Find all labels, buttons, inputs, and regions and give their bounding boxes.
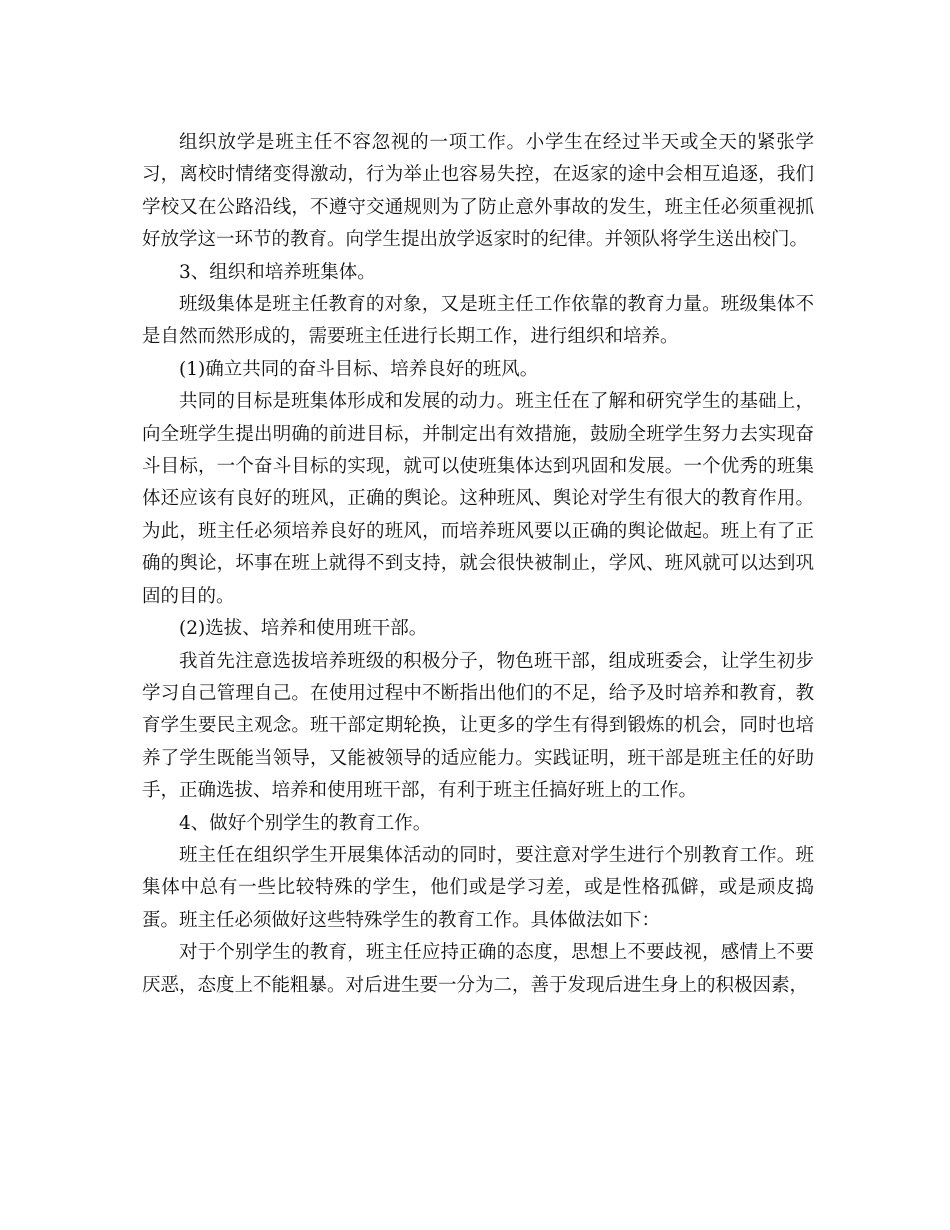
paragraph-common-goal: 共同的目标是班集体形成和发展的动力。班主任在了解和研究学生的基础上，向全班学生提出明确的前进目标，并制定出有效措施，鼓励全班学生努力去实现奋斗目标，一个奋斗目标的实现，就可以使班集体达到巩固和发展。一个优秀的班集体还应该有良好的班风，正确的舆论。这种班风、舆论对学生有很大的教育作用。为此，班主任必须培养良好的班风，而培养班风要以正确的舆论做起。班上有了正确的舆论，坏事在班上就得不到支持，就会很快被制止，学风、班风就可以达到巩固的目的。 — [142, 391, 814, 607]
subheading-1-common-goal: (1)确立共同的奋斗目标、培养良好的班风。 — [179, 358, 539, 380]
document-page — [142, 127, 814, 1002]
paragraph-attitude: 对于个别学生的教育，班主任应持正确的态度，思想上不要歧视，感情上不要厌恶，态度上不能粗暴。对后进生要一分为二，善于发现后进生身上的积极因素， — [142, 942, 814, 996]
heading-3-class-collective: 3、组织和培养班集体。 — [179, 261, 376, 283]
heading-4-individual-education: 4、做好个别学生的教育工作。 — [179, 812, 432, 834]
subheading-2-class-cadres: (2)选拔、培养和使用班干部。 — [179, 618, 428, 640]
paragraph-class-collective: 班级集体是班主任教育的对象，又是班主任工作依靠的教育力量。班级集体不是自然而然形成的，需要班主任进行长期工作，进行组织和培养。 — [142, 294, 814, 348]
paragraph-class-cadres: 我首先注意选拔培养班级的积极分子，物色班干部，组成班委会，让学生初步学习自己管理自己。在使用过程中不断指出他们的不足，给予及时培养和教育，教育学生要民主观念。班干部定期轮换，让更多的学生有得到锻炼的机会，同时也培养了学生既能当领导，又能被领导的适应能力。实践证明，班干部是班主任的好助手，正确选拔、培养和使用班干部，有利于班主任搞好班上的工作。 — [142, 650, 814, 802]
paragraph-dismissal: 组织放学是班主任不容忽视的一项工作。小学生在经过半天或全天的紧张学习，离校时情绪变得激动，行为举止也容易失控，在返家的途中会相互追逐，我们学校又在公路沿线，不遵守交通规则为了防止意外事故的发生，班主任必须重视抓好放学这一环节的教育。向学生提出放学返家时的纪律。并领队将学生送出校门。 — [142, 132, 814, 251]
paragraph-individual-education: 班主任在组织学生开展集体活动的同时，要注意对学生进行个别教育工作。班集体中总有一些比较特殊的学生，他们或是学习差，或是性格孤僻，或是顽皮捣蛋。班主任必须做好这些特殊学生的教育工作。具体做法如下： — [142, 844, 814, 931]
